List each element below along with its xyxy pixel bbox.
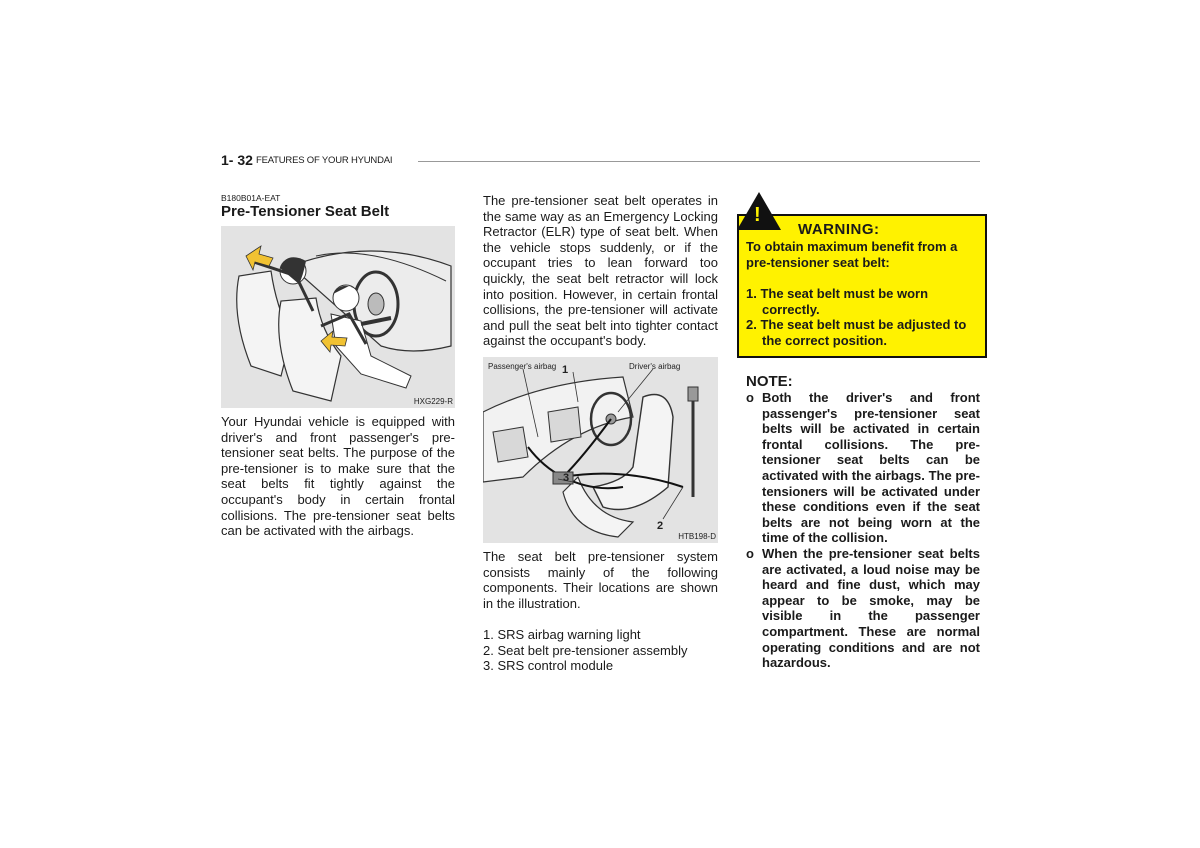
section-code: B180B01A-EAT <box>221 193 281 203</box>
warning-triangle-icon: ! <box>737 192 781 230</box>
warning-title: WARNING: <box>798 221 880 238</box>
list-item: 2. Seat belt pre-tensioner assembly <box>483 642 688 658</box>
page-number: 1- 32 <box>221 152 253 168</box>
callout-2: 2 <box>657 520 664 532</box>
warning-intro: To obtain maximum benefit from a pre-tensioner seat belt: <box>746 239 958 270</box>
list-item <box>746 546 980 671</box>
components-paragraph: The seat belt pre-tensioner system consists mainly of the following components. Their locations are shown in the illustration. <box>483 549 718 611</box>
callout-3: 3 <box>563 472 570 484</box>
warning-box <box>737 204 987 358</box>
passenger-airbag-label: Passenger's airbag <box>488 362 557 371</box>
figure-code: HTB198-D <box>678 532 716 541</box>
list-item: 2. The seat belt must be adjusted to the correct position. <box>746 317 967 348</box>
components-list <box>483 627 718 674</box>
note-item-text: When the pre-tensioner seat belts are activated, a loud noise may be heard and fine dust, which may appear to be smoke, may be visible in the passenger compartment. These are normal operating conditions and are not hazardous. <box>762 545 980 671</box>
list-item <box>746 390 980 546</box>
section-heading: Pre-Tensioner Seat Belt <box>221 203 390 220</box>
callout-1: 1 <box>562 364 569 376</box>
note-list <box>746 390 980 671</box>
list-item: 3. SRS control module <box>483 658 614 674</box>
operation-paragraph: The pre-tensioner seat belt operates in the same way as an Emergency Locking Retractor (ELR) type of seat belt. When the vehicle stops suddenly, or if the occupant tries to lean forward too quickly, the seat belt retractor will lock into position. However, in certain frontal collisions, the pre-tensioner will activate and pull the seat belt into tighter contact against the occupant's body. <box>483 193 718 349</box>
warning-list <box>746 286 982 348</box>
bullet-marker: o <box>746 545 754 561</box>
bullet-marker: o <box>746 390 754 405</box>
driver-airbag-label: Driver's airbag <box>629 362 681 371</box>
components-illustration-drawing <box>483 357 718 543</box>
occupants-illustration-drawing <box>221 226 455 408</box>
list-item: 1. SRS airbag warning light <box>483 627 641 642</box>
intro-paragraph: Your Hyundai vehicle is equipped with driver's and front passenger's pre-tensioner seat belts. The purpose of the pre-tensioner is to make sure that the seat belts fit tightly against the occupant's body in certain frontal collisions. The pre-tensioner seat belts can be activated with the airbags. <box>221 414 455 539</box>
figure-code: HXG229-R <box>413 397 453 406</box>
note-item-text: Both the driver's and front passenger's pre-tensioner seat belts will be activated in certain frontal collisions. The pre-tensioner seat belts can be activated with the airbags. The pre-tensioners will be activated under these conditions even if the seat belts are not being worn at the time of the collision. <box>762 390 980 546</box>
list-item: 1. The seat belt must be worn correctly. <box>746 286 929 317</box>
illustration-occupants-seat-belts <box>221 226 455 408</box>
illustration-system-components <box>483 357 718 543</box>
header-rule <box>418 161 980 162</box>
note-title: NOTE: <box>746 373 793 390</box>
section-title: FEATURES OF YOUR HYUNDAI <box>256 155 393 166</box>
